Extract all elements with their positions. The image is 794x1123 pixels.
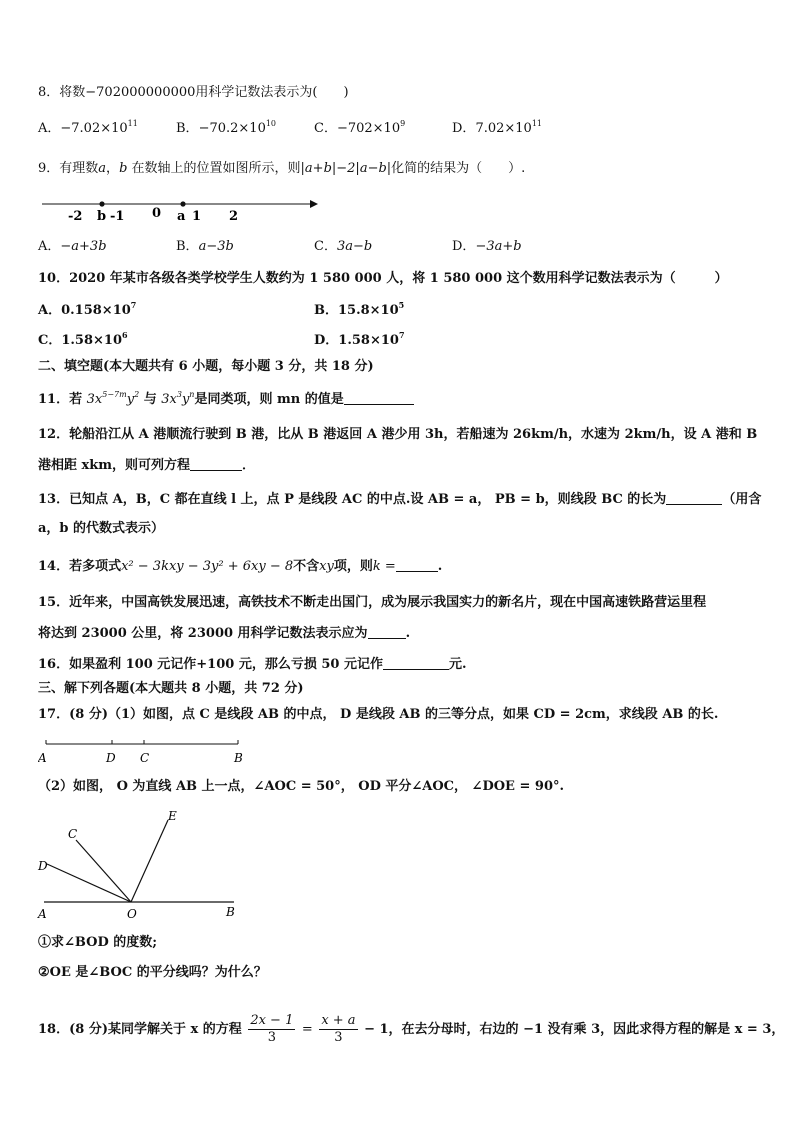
- q15-line1: 15．近年来，中国高铁发展迅速，高铁技术不断走出国门，成为展示我国实力的新名片，现在中国高速铁路营运里程: [38, 595, 707, 610]
- q8-option-d: D．$7.02\times 10^{11}$: [452, 119, 543, 136]
- tick-label-2: 2: [229, 209, 239, 224]
- label-e: E: [168, 809, 177, 823]
- ray-oe: [131, 820, 168, 902]
- q18-fraction-right: $\frac{x + a}{3}$: [321, 1013, 356, 1045]
- q12-line2: 港相距 xkm，则可列方程 ．: [38, 458, 256, 473]
- q10-option-b: B．$15.8\times 10^5$: [314, 300, 405, 318]
- q17-segment-figure: [38, 730, 258, 770]
- label-a: A: [38, 907, 47, 921]
- ray-od: [47, 864, 131, 902]
- q11: 11．若 $3x^{5-7m}y^2$ 与 $3x^3y^n$是同类项，则 mn 的值是: [38, 390, 414, 409]
- q16-answer-blank[interactable]: [383, 655, 449, 670]
- q9-option-c: C．3a−b: [314, 239, 373, 254]
- label-b: B: [226, 905, 235, 919]
- q18-fraction-left: $\frac{2x - 1}{3}$: [250, 1013, 294, 1045]
- q10-option-c: C．$1.58\times 10^6$: [38, 330, 128, 348]
- q12-answer-blank[interactable]: [190, 456, 242, 471]
- q12-line1: 12．轮船沿江从 A 港顺流行驶到 B 港，比从 B 港返回 A 港少用 3h，若船速为 26km/h，水速为 2km/h，设 A 港和 B: [38, 427, 758, 442]
- ray-oc: [76, 840, 131, 902]
- q15-answer-blank[interactable]: [368, 624, 406, 639]
- q13-line2: a，b 的代数式表示）: [38, 521, 165, 536]
- tick-label-b: b: [97, 209, 107, 224]
- q9-option-a: A．−a+3b: [38, 239, 107, 254]
- q16: 16．如果盈利 100 元记作+100 元，那么亏损 50 元记作 元.: [38, 657, 467, 672]
- section-3-heading: 三、解下列各题(本大题共 8 小题，共 72 分): [38, 681, 304, 696]
- q18: 18．(8 分)某同学解关于 x 的方程 $\frac{2x - 1}{3}$ = $\frac{x + a}{3}$ − 1，在去分母时，右边的 −1 没有乘 3，因此求得方程的解是 x = 3，: [38, 1013, 785, 1045]
- tick-label-neg1: -1: [110, 209, 125, 224]
- q8-option-b: B．$-70.2\times 10^{10}$: [176, 119, 277, 136]
- q17-sub1: ①求∠BOD 的度数;: [38, 935, 158, 950]
- q8-option-a: A．$-7.02\times 10^{11}$: [38, 119, 138, 136]
- number-line-point-a: [180, 201, 185, 206]
- q13-answer-blank[interactable]: [666, 490, 722, 505]
- q10-option-a: A．$0.158\times 10^7$: [38, 300, 137, 318]
- q15-line2: 将达到 23000 公里，将 23000 用科学记数法表示应为 .: [38, 626, 411, 641]
- q13-line1: 13．已知点 A，B，C 都在直线 l 上，点 P 是线段 AC 的中点.设 AB = a， PB = b，则线段 BC 的长为 （用含: [38, 492, 762, 507]
- q10-stem: 10．2020 年某市各级各类学校学生人数约为 1 580 000 人，将 1 580 000 这个数用科学记数法表示为（ ）: [38, 271, 728, 286]
- q17-sub2: ②OE 是∠BOC 的平分线吗？为什么？: [38, 965, 267, 980]
- tick-label-neg2: -2: [68, 209, 83, 224]
- q9-stem: 9．有理数a，b 在数轴上的位置如图所示，则|a+b|−2|a−b|化简的结果为（ ）.: [38, 161, 526, 176]
- q17-angle-figure: [32, 808, 252, 924]
- q8-option-c: C．$-702\times 10^9$: [314, 119, 406, 136]
- label-c: C: [68, 827, 78, 841]
- q9-number-line: [38, 190, 328, 226]
- tick-label-a: a: [177, 209, 186, 224]
- q14-answer-blank[interactable]: [396, 557, 438, 572]
- label-b: B: [234, 751, 243, 765]
- section-2-heading: 二、填空题(本大题共有 6 小题，每小题 3 分，共 18 分): [38, 359, 374, 374]
- number-line-point-b: [99, 201, 104, 206]
- q11-answer-blank[interactable]: [344, 390, 414, 405]
- tick-label-1: 1: [192, 209, 202, 224]
- q10-option-d: D．$1.58\times 10^7$: [314, 330, 405, 348]
- label-o: O: [127, 907, 137, 921]
- label-c: C: [140, 751, 150, 765]
- label-d: D: [106, 751, 116, 765]
- number-line-arrow: [310, 200, 318, 208]
- q17-part2: （2）如图， O 为直线 AB 上一点，∠AOC = 50°， OD 平分∠AOC， ∠DOE = 90°.: [38, 779, 565, 794]
- q9-option-d: D．−3a+b: [452, 239, 522, 254]
- label-a: A: [38, 751, 47, 765]
- q8-stem: 8．将数−702000000000用科学记数法表示为( ): [38, 85, 349, 100]
- label-d: D: [38, 859, 48, 873]
- q17-part1: 17．(8 分)（1）如图，点 C 是线段 AB 的中点， D 是线段 AB 的三等分点，如果 CD = 2cm，求线段 AB 的长.: [38, 707, 719, 722]
- tick-label-0: 0: [152, 206, 162, 221]
- q14: 14．若多项式x² − 3kxy − 3y² + 6xy − 8不含xy项，则k = .: [38, 559, 443, 574]
- q9-option-b: B．a−3b: [176, 239, 234, 254]
